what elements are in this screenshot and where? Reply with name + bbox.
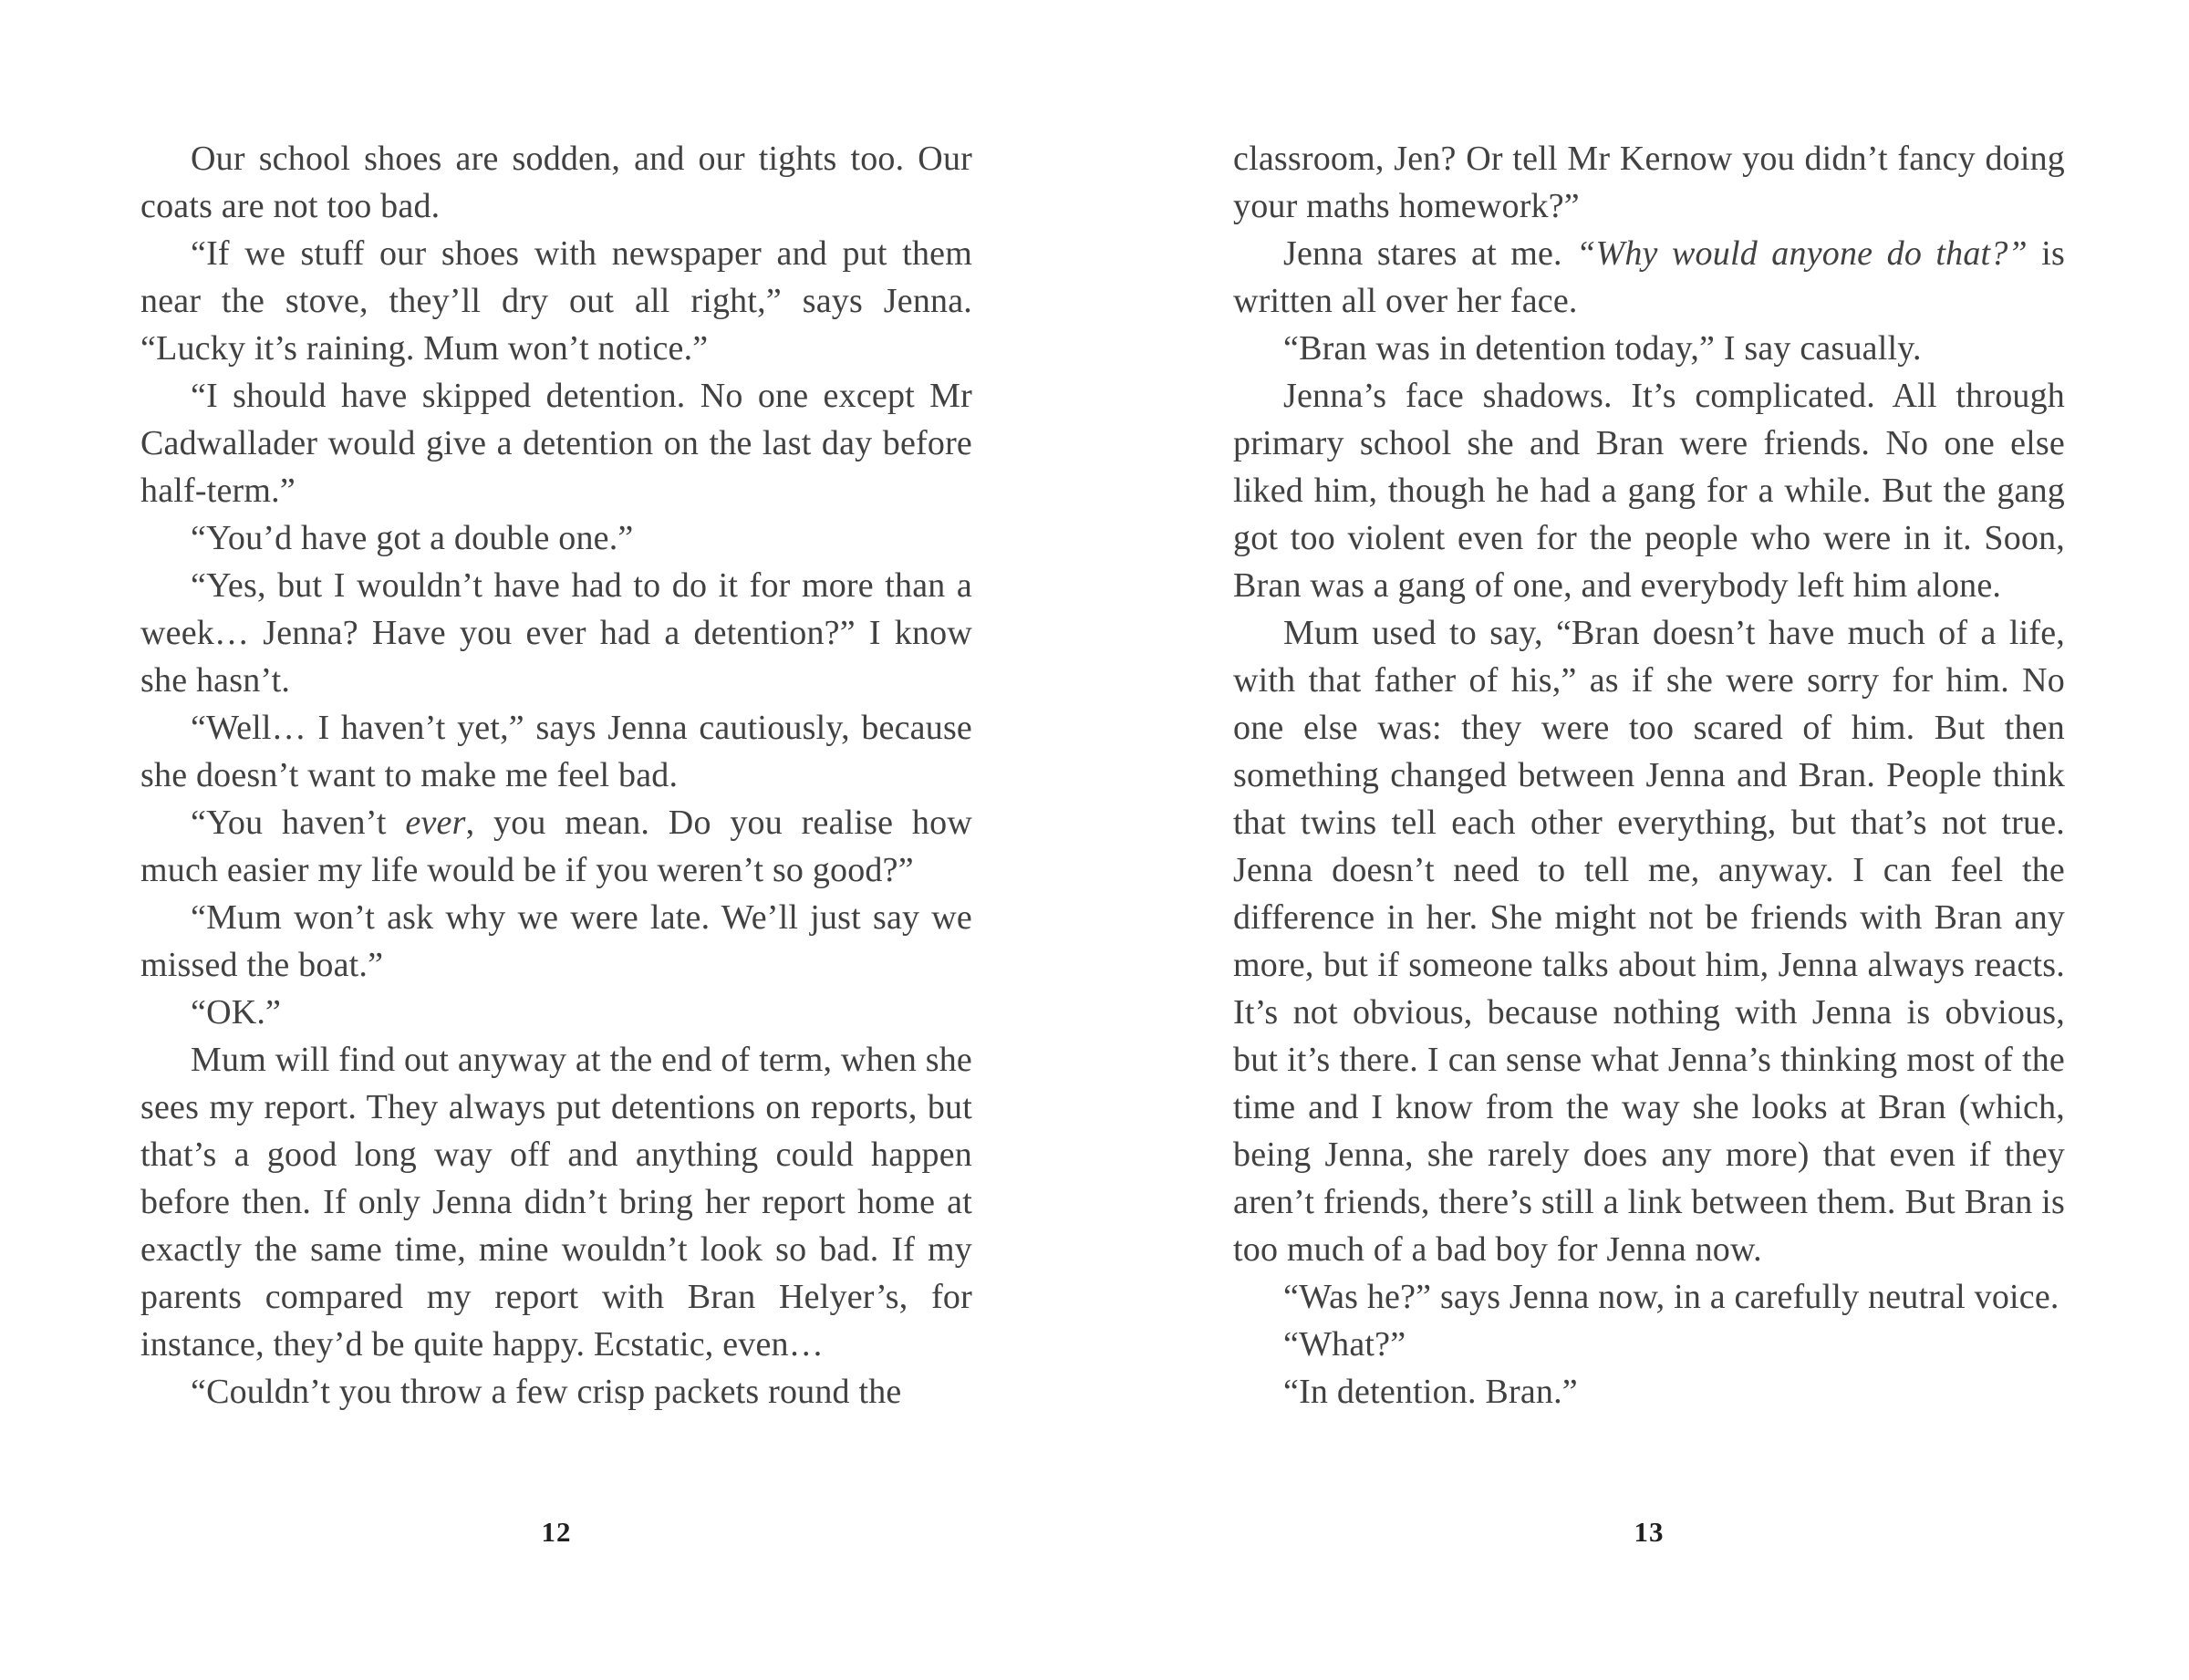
text-run: “If we stuff our shoes with newspaper and put them near the stove, they’ll dry out all right,” says Jenna. “Lucky it’s raining. Mum won’t notice.” (140, 234, 972, 368)
paragraph (140, 799, 972, 894)
text-run: “OK.” (191, 993, 282, 1032)
paragraph (140, 1368, 972, 1416)
text-run: “Bran was in detention today,” I say casually. (1283, 329, 1922, 368)
paragraph (140, 989, 972, 1036)
text-run: “Well… I haven’t yet,” says Jenna cautiously, because she doesn’t want to make me feel bad. (140, 709, 972, 794)
text-run: , you mean. Do you realise how much easier my life would be if you weren’t so good?” (140, 804, 972, 889)
paragraph (1233, 230, 2065, 325)
text-run: “Mum won’t ask why we were late. We’ll just say we missed the boat.” (140, 898, 972, 984)
paragraph (140, 562, 972, 704)
text-run: “Yes, but I wouldn’t have had to do it for more than a week… Jenna? Have you ever had a detention?” I know she hasn’t. (140, 566, 972, 700)
paragraph (140, 372, 972, 514)
text-run: “Was he?” says Jenna now, in a carefully neutral voice. (1283, 1278, 2059, 1316)
paragraph (140, 1036, 972, 1368)
text-run: “In detention. Bran.” (1283, 1373, 1578, 1411)
text-run: “I should have skipped detention. No one except Mr Cadwallader would give a detention on the last day before half-term.” (140, 377, 972, 510)
left-page-text (140, 135, 972, 1416)
paragraph (1233, 325, 2065, 372)
text-run: Jenna stares at me. (1283, 234, 1577, 273)
right-page-text (1233, 135, 2065, 1416)
paragraph (140, 135, 972, 230)
italic-text-run: “Why would anyone do that?” (1576, 234, 2028, 273)
italic-text-run: ever (405, 804, 466, 842)
left-page-number: 12 (541, 1516, 572, 1548)
text-run: classroom, Jen? Or tell Mr Kernow you didn’t fancy doing your maths homework?” (1233, 140, 2065, 225)
paragraph (140, 514, 972, 562)
text-run: “You haven’t (191, 804, 406, 842)
text-run: Jenna’s face shadows. It’s complicated. All through primary school she and Bran were friends. No one else liked him, though he had a gang for a while. But the gang got too violent even for the people who were in it. Soon, Bran was a gang of one, and everybody left him alone. (1233, 377, 2065, 605)
text-run: Mum used to say, “Bran doesn’t have much of a life, with that father of his,” as if she were sorry for him. No one else was: they were too scared of him. But then something changed between Jenna and Bran. People think that twins tell each other everything, but that’s not true. Jenna doesn’t need to tell me, anyway. I can feel the difference in her. She might not be friends with Bran any more, but if someone talks about him, Jenna always reacts. It’s not obvious, because nothing with Jenna is obvious, but it’s there. I can sense what Jenna’s thinking most of the time and I know from the way she looks at Bran (which, being Jenna, she rarely does any more) that even if they aren’t friends, there’s still a link between them. But Bran is too much of a bad boy for Jenna now. (1233, 614, 2065, 1269)
text-run: Our school shoes are sodden, and our tights too. Our coats are not too bad. (140, 140, 972, 225)
paragraph (140, 704, 972, 799)
paragraph (1233, 135, 2065, 230)
paragraph (1233, 1321, 2065, 1368)
text-run: Mum will find out anyway at the end of term, when she sees my report. They always put detentions on reports, but that’s a good long way off and anything could happen before then. If only Jenna didn’t bring her report home at exactly the same time, mine wouldn’t look so bad. If my parents compared my report with Bran Helyer’s, for instance, they’d be quite happy. Ecstatic, even… (140, 1041, 972, 1364)
text-run: is written all over her face. (1233, 234, 2065, 320)
paragraph (1233, 609, 2065, 1273)
text-run: “You’d have got a double one.” (191, 519, 634, 557)
paragraph (140, 230, 972, 372)
right-page-number: 13 (1634, 1516, 1665, 1548)
paragraph (1233, 372, 2065, 609)
text-run: “What?” (1283, 1325, 1406, 1364)
paragraph (1233, 1368, 2065, 1416)
paragraph (140, 894, 972, 989)
paragraph (1233, 1273, 2065, 1321)
text-run: “Couldn’t you throw a few crisp packets round the (191, 1373, 902, 1411)
